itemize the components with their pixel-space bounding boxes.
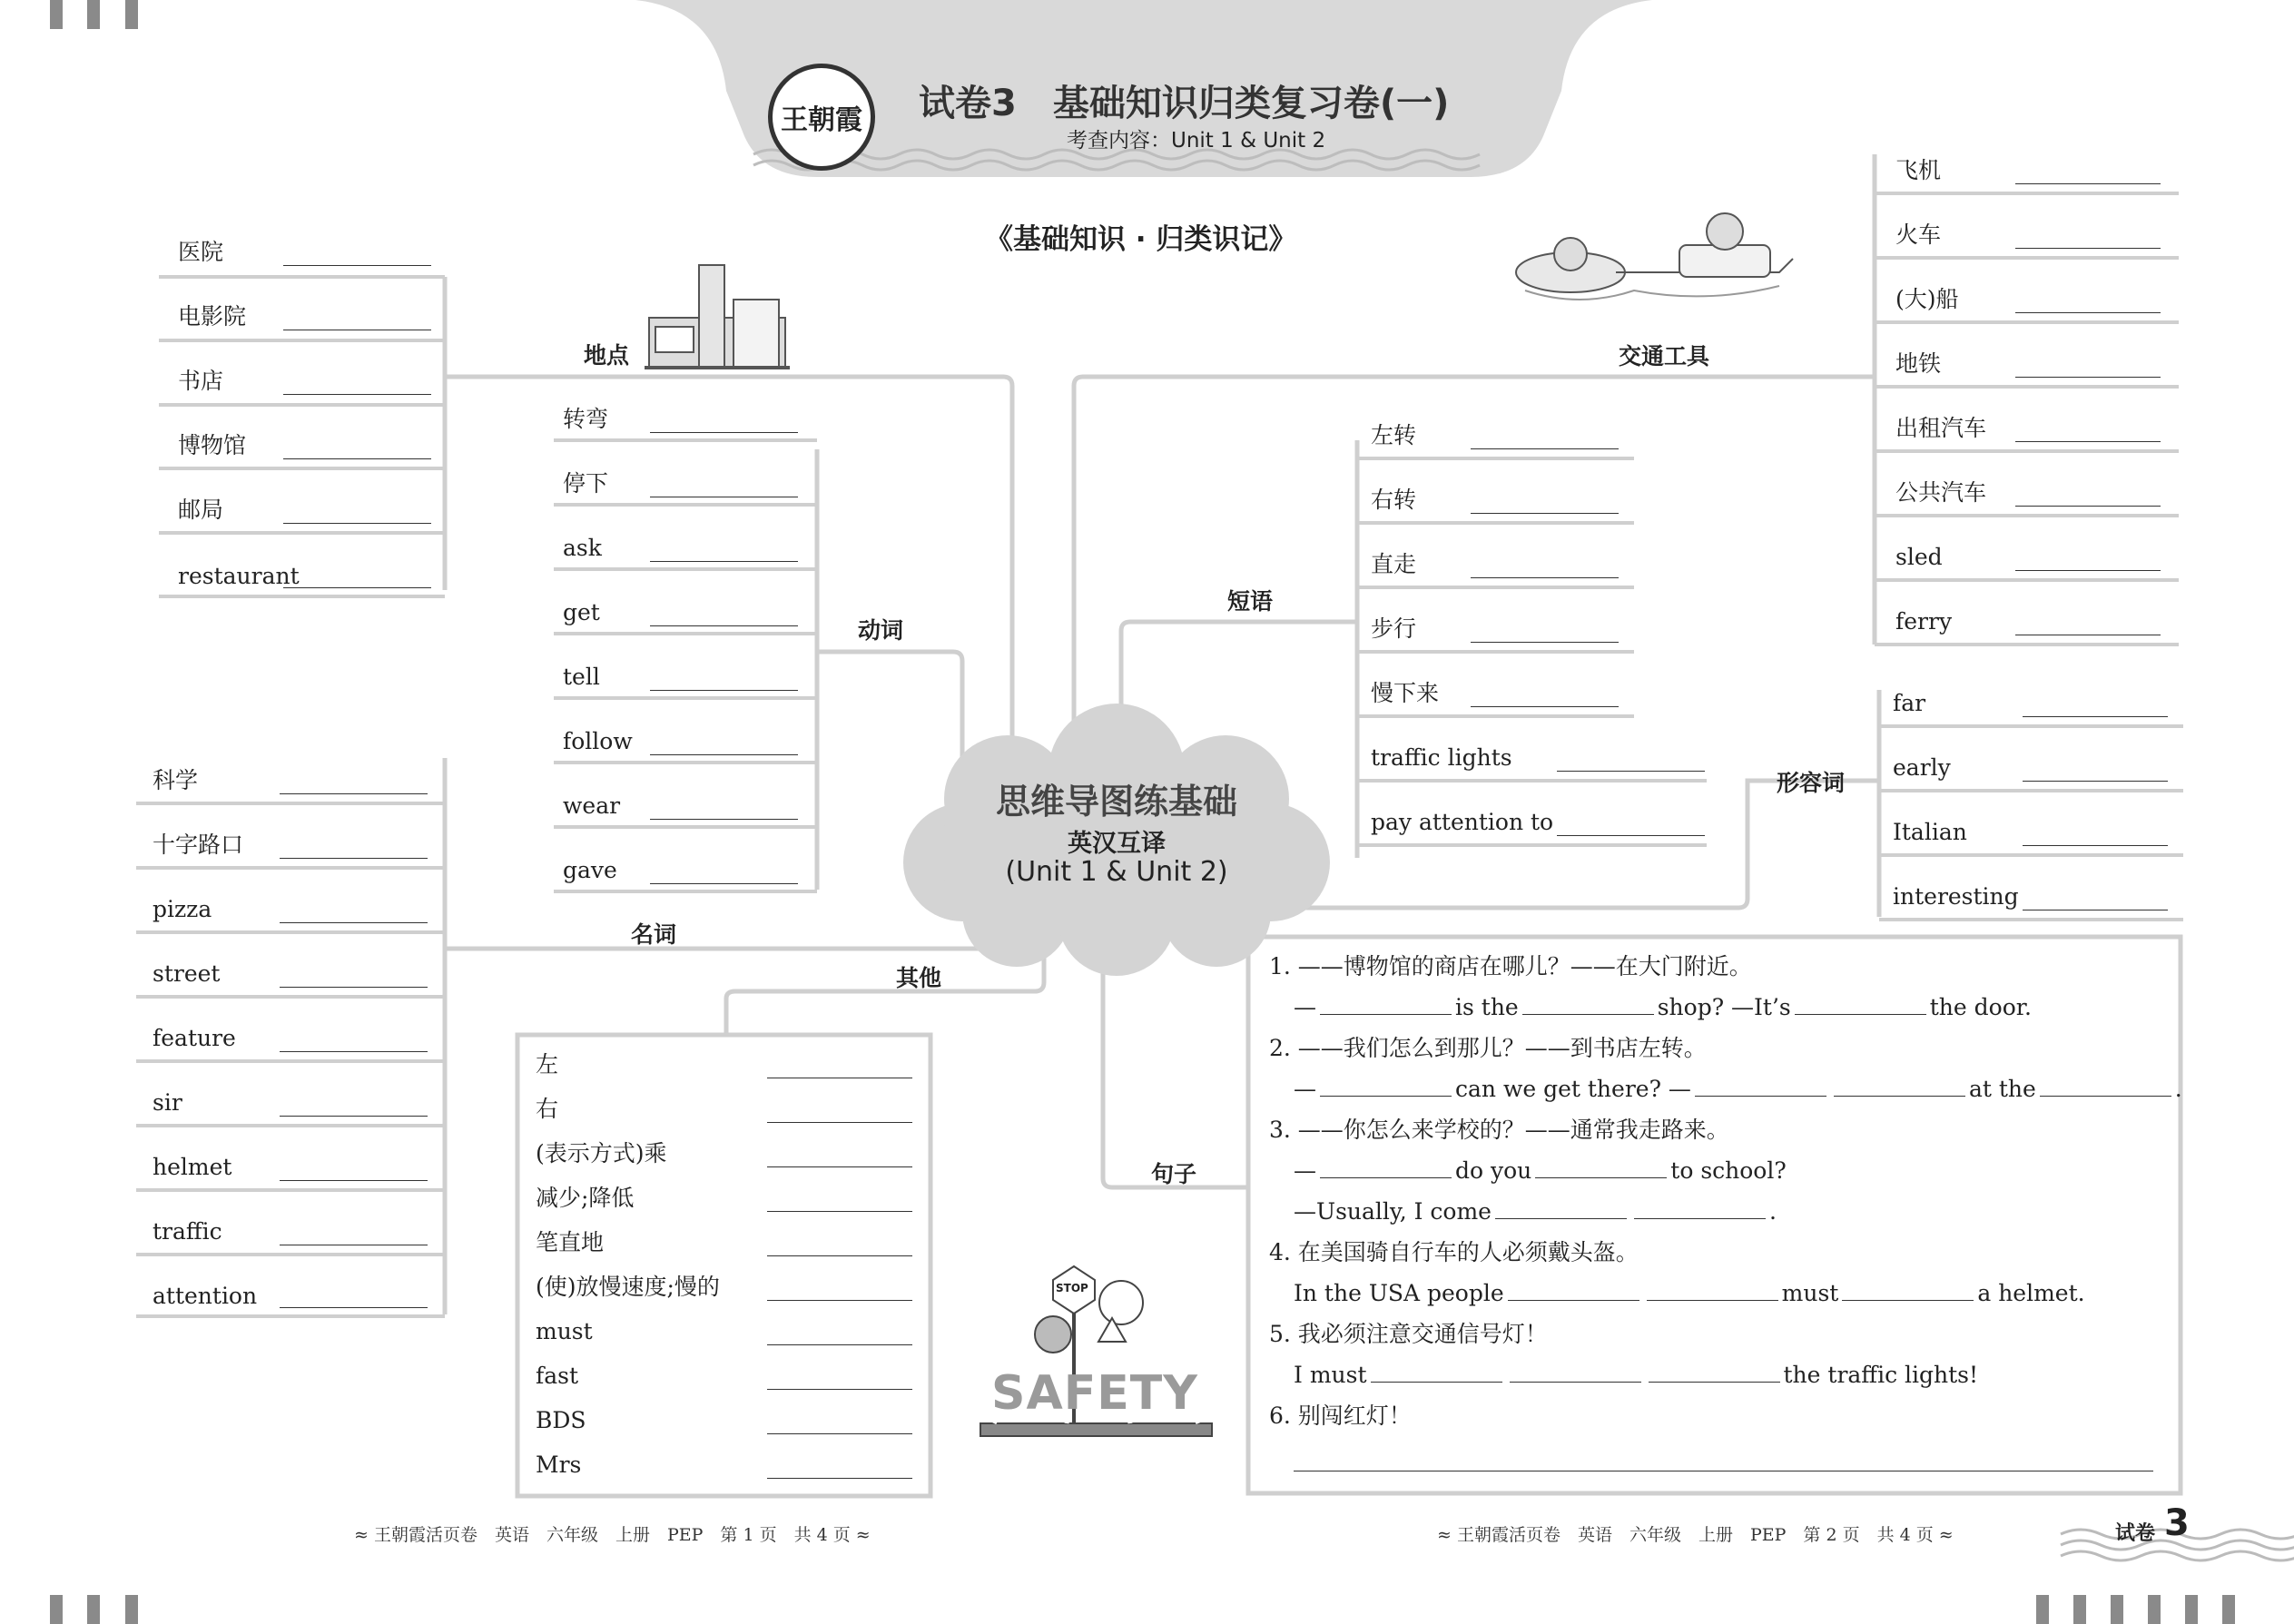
list-item: sir <box>153 1089 182 1116</box>
center-units: (Unit 1 & Unit 2) <box>1005 856 1228 888</box>
answer-blank[interactable] <box>650 754 798 755</box>
footer-right: ≈ 王朝霞活页卷 英语 六年级 上册 PEP 第 2 页 共 4 页 ≈ <box>1437 1525 1954 1545</box>
answer-blank[interactable] <box>2015 248 2161 249</box>
sentence-4-answer: In the USA people must a helmet. <box>1294 1280 2085 1306</box>
list-item: 电影院 <box>178 303 247 330</box>
answer-blank[interactable] <box>1371 1362 1502 1383</box>
answer-blank[interactable] <box>1647 1280 1778 1301</box>
answer-blank[interactable] <box>1471 577 1619 578</box>
branch-label-verbs: 动词 <box>858 617 904 644</box>
section-title: 《基础知识 · 归类识记》 <box>985 223 1297 256</box>
answer-blank[interactable] <box>1795 994 1926 1015</box>
stop-sign-text: STOP <box>1056 1282 1088 1294</box>
answer-blank[interactable] <box>2023 781 2168 782</box>
answer-blank[interactable] <box>2015 183 2161 184</box>
list-item: 左转 <box>1371 422 1417 448</box>
list-item: 减少;降低 <box>536 1185 635 1211</box>
answer-blank[interactable] <box>767 1211 912 1212</box>
list-item: pizza <box>153 896 212 922</box>
list-item: early <box>1893 754 1951 781</box>
list-item: BDS <box>536 1407 586 1433</box>
list-item: street <box>153 960 221 987</box>
branch-label-nouns: 名词 <box>631 921 677 948</box>
answer-blank[interactable] <box>1649 1362 1780 1383</box>
list-item: 步行 <box>1371 615 1417 642</box>
answer-blank[interactable] <box>280 1051 428 1052</box>
answer-blank[interactable] <box>280 1307 428 1308</box>
answer-blank[interactable] <box>2015 506 2161 507</box>
wave-icon: ≈ <box>1437 1525 1457 1545</box>
list-item: wear <box>563 792 621 819</box>
answer-blank[interactable] <box>1471 513 1619 514</box>
branch-label-transport: 交通工具 <box>1619 343 1710 369</box>
answer-blank[interactable] <box>1471 642 1619 643</box>
exam-label: 试卷 <box>2115 1522 2156 1545</box>
answer-blank[interactable] <box>1557 835 1705 836</box>
list-item: must <box>536 1318 593 1344</box>
answer-blank[interactable] <box>650 819 798 820</box>
answer-blank[interactable] <box>1320 1076 1452 1097</box>
sentence-2-prompt: 2. ——我们怎么到那儿？——到书店左转。 <box>1269 1035 1707 1061</box>
answer-blank[interactable] <box>1510 1362 1641 1383</box>
list-item: 书店 <box>178 368 224 394</box>
center-subtitle: 英汉互译 <box>1068 830 1166 858</box>
page-title: 试卷3 基础知识归类复习卷(一) <box>919 83 1450 124</box>
list-item: pay attention to <box>1371 809 1554 835</box>
list-item: feature <box>153 1025 236 1051</box>
sentence-4-prompt: 4. 在美国骑自行车的人必须戴头盔。 <box>1269 1239 1639 1265</box>
list-item: sled <box>1895 544 1943 570</box>
answer-blank[interactable] <box>280 858 428 859</box>
branch-label-places: 地点 <box>584 342 630 369</box>
list-item: 出租汽车 <box>1895 415 1987 441</box>
answer-blank[interactable] <box>283 587 431 588</box>
answer-blank[interactable] <box>1695 1076 1826 1097</box>
list-item: fast <box>536 1363 579 1389</box>
list-item: Italian <box>1893 819 1967 845</box>
list-item: tell <box>563 664 600 690</box>
answer-blank[interactable] <box>280 1116 428 1117</box>
answer-blank[interactable] <box>1522 994 1654 1015</box>
wave-icon: ≈ <box>850 1525 871 1545</box>
answer-blank[interactable] <box>280 922 428 923</box>
list-item: 地铁 <box>1895 350 1942 377</box>
answer-blank[interactable] <box>1842 1280 1974 1301</box>
answer-blank[interactable] <box>1834 1076 1965 1097</box>
answer-blank[interactable] <box>2040 1076 2171 1097</box>
answer-blank[interactable] <box>2023 716 2168 717</box>
safety-sign-text: SAFETY <box>991 1366 1198 1421</box>
answer-blank[interactable] <box>650 561 798 562</box>
list-item: 飞机 <box>1895 157 1942 183</box>
list-item: far <box>1893 690 1926 716</box>
list-item: 慢下来 <box>1371 680 1440 706</box>
list-item: 右转 <box>1371 487 1417 513</box>
list-item: attention <box>153 1283 258 1309</box>
answer-blank[interactable] <box>650 690 798 691</box>
center-title: 思维导图练基础 <box>995 782 1237 822</box>
wave-icon: ≈ <box>354 1525 374 1545</box>
branch-label-phrases: 短语 <box>1227 588 1274 615</box>
list-item: 火车 <box>1895 221 1942 248</box>
answer-blank[interactable] <box>2023 845 2168 846</box>
sled-illustration <box>1516 213 1793 300</box>
list-item: get <box>563 599 600 625</box>
answer-blank[interactable] <box>283 394 431 395</box>
list-item: 停下 <box>563 470 609 497</box>
list-item: restaurant <box>178 563 300 589</box>
answer-blank[interactable] <box>280 1180 428 1181</box>
list-item: 博物馆 <box>178 432 247 458</box>
answer-blank[interactable] <box>2015 377 2161 378</box>
sentence-5-prompt: 5. 我必须注意交通信号灯！ <box>1269 1321 1548 1347</box>
answer-blank[interactable] <box>1320 1157 1452 1178</box>
page-subtitle: 考查内容：Unit 1 & Unit 2 <box>1067 129 1326 153</box>
answer-blank[interactable] <box>650 432 798 433</box>
answer-blank[interactable] <box>1320 994 1452 1015</box>
list-item: traffic lights <box>1371 744 1512 771</box>
answer-blank[interactable] <box>1535 1157 1667 1178</box>
answer-blank[interactable] <box>280 987 428 988</box>
answer-blank[interactable] <box>283 458 431 459</box>
answer-blank[interactable] <box>1557 771 1705 772</box>
sentence-1-prompt: 1. ——博物馆的商店在哪儿？——在大门附近。 <box>1269 953 1752 979</box>
answer-blank[interactable] <box>2015 570 2161 571</box>
list-item: 笔直地 <box>536 1229 605 1255</box>
list-item: ask <box>563 535 602 561</box>
sentence-1-answer: — is the shop? —It’s the door. <box>1294 994 2032 1020</box>
list-item: 公共汽车 <box>1895 479 1987 506</box>
branch-label-sentences: 句子 <box>1151 1161 1197 1187</box>
answer-blank[interactable] <box>650 883 798 884</box>
answer-blank[interactable] <box>1495 1198 1627 1219</box>
building-illustration <box>645 265 790 368</box>
list-item: gave <box>563 857 617 883</box>
exam-number: 3 <box>2164 1502 2190 1544</box>
answer-blank[interactable] <box>767 1255 912 1256</box>
branch-label-adjectives: 形容词 <box>1777 770 1846 796</box>
answer-blank[interactable] <box>650 625 798 626</box>
list-item: ferry <box>1895 608 1953 635</box>
answer-blank[interactable] <box>767 1389 912 1390</box>
list-item: (表示方式)乘 <box>536 1140 667 1166</box>
logo-seal <box>768 64 875 171</box>
answer-blank[interactable] <box>1471 706 1619 707</box>
list-item: traffic <box>153 1218 222 1245</box>
list-item: 医院 <box>178 239 224 265</box>
list-item: 十字路口 <box>153 832 244 858</box>
list-item: 直走 <box>1371 551 1417 577</box>
answer-blank[interactable] <box>767 1300 912 1301</box>
list-item: 转弯 <box>563 406 609 432</box>
answer-blank[interactable] <box>1471 448 1619 449</box>
branch-label-others: 其他 <box>896 965 942 991</box>
list-item: 左 <box>536 1051 559 1078</box>
answer-blank[interactable] <box>283 523 431 524</box>
sentence-3-answer-line2: —Usually, I come . <box>1294 1198 1777 1225</box>
answer-blank[interactable] <box>2015 312 2161 313</box>
answer-blank[interactable] <box>767 1478 912 1479</box>
answer-blank[interactable] <box>767 1166 912 1167</box>
list-item: follow <box>563 728 633 754</box>
answer-blank[interactable] <box>283 265 431 266</box>
sentence-2-answer: — can we get there? — at the . <box>1294 1076 2182 1102</box>
answer-blank[interactable] <box>767 1344 912 1345</box>
sentence-6-prompt: 6. 别闯红灯！ <box>1269 1403 1412 1429</box>
footer-left: ≈ 王朝霞活页卷 英语 六年级 上册 PEP 第 1 页 共 4 页 ≈ <box>354 1525 871 1545</box>
answer-blank[interactable] <box>767 1433 912 1434</box>
list-item: interesting <box>1893 883 2019 910</box>
list-item: 科学 <box>153 767 199 793</box>
answer-blank[interactable] <box>2015 441 2161 442</box>
list-item: Mrs <box>536 1452 582 1478</box>
answer-blank[interactable] <box>1508 1280 1639 1301</box>
logo-text: 王朝霞 <box>781 104 862 136</box>
list-item: 邮局 <box>178 497 224 523</box>
list-item: (使)放慢速度;慢的 <box>536 1274 720 1300</box>
answer-blank[interactable] <box>280 793 428 794</box>
list-item: helmet <box>153 1154 232 1180</box>
answer-blank[interactable] <box>1634 1198 1766 1219</box>
wave-icon: ≈ <box>1933 1525 1954 1545</box>
list-item: 右 <box>536 1096 559 1122</box>
sentence-5-answer: I must the traffic lights! <box>1294 1362 1979 1388</box>
sentence-3-prompt: 3. ——你怎么来学校的？——通常我走路来。 <box>1269 1117 1729 1143</box>
sentence-3-answer: — do you to school? <box>1294 1157 1787 1184</box>
answer-blank[interactable] <box>767 1122 912 1123</box>
list-item: (大)船 <box>1895 286 1959 312</box>
